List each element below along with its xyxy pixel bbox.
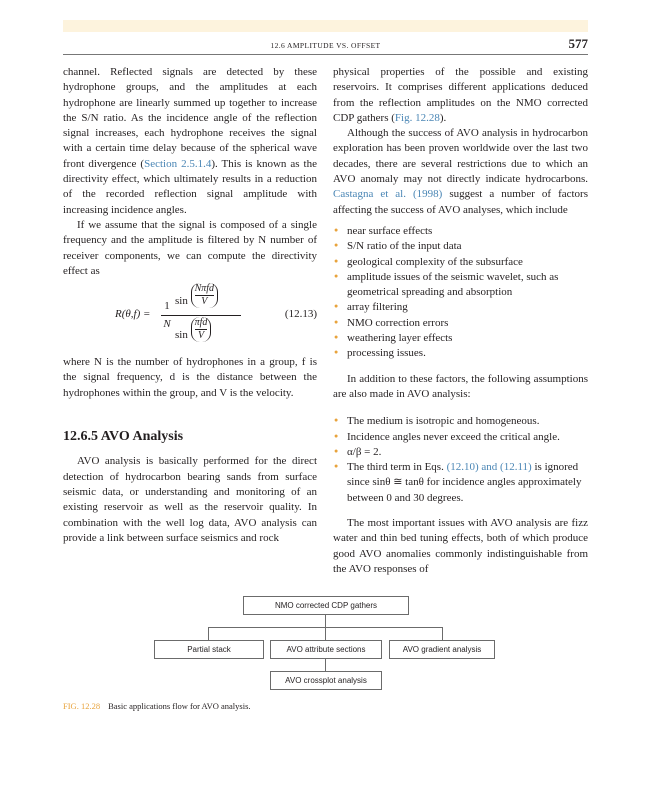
list-item: ● geological complexity of the subsurface <box>333 255 588 270</box>
section-heading: 12.6.5 AVO Analysis <box>63 429 184 445</box>
connector <box>208 627 209 640</box>
list-item: ● array filtering <box>333 300 588 315</box>
running-head: 12.6 AMPLITUDE VS. OFFSET <box>270 41 381 50</box>
list-item: ● The third term in Eqs. (12.10) and (12.11) is ignored since sinθ ≅ tanθ for incidence angles approximately between 0 and 30 degrees. <box>333 460 588 506</box>
figure-link[interactable]: Fig. 12.28 <box>394 111 440 124</box>
list-item: ● The medium is isotropic and homogeneous. <box>333 414 588 429</box>
list-item: ● α/β = 2. <box>333 445 588 460</box>
connector <box>442 627 443 640</box>
left-column <box>63 65 317 546</box>
list-item: ● processing issues. <box>333 346 588 361</box>
list-item: ● NMO correction errors <box>333 316 588 331</box>
paragraph: In addition to these factors, the following assumptions are also made in AVO analysis: <box>333 372 588 400</box>
list-item: ● amplitude issues of the seismic wavelet, such as geometrical spreading and absorption <box>333 270 588 301</box>
header-rule <box>63 54 588 55</box>
box-partial-stack: Partial stack <box>154 640 264 659</box>
figure-caption: FIG. 12.28 Basic applications flow for AVO analysis. <box>63 701 251 711</box>
box-crossplot-analysis: AVO crossplot analysis <box>270 671 382 690</box>
equation-lhs: R(θ,f) = <box>115 308 151 321</box>
page-number: 577 <box>568 36 588 51</box>
connector <box>325 627 326 640</box>
paragraph: physical properties of the possible and existing reservoirs. It comprises different applications deduced from the reflection amplitudes on the NMO corrected CDP gathers (Fig. 12.28). <box>333 66 588 124</box>
right-column <box>333 65 588 577</box>
paragraph: The most important issues with AVO analysis are fizz water and thin bed tuning effects, both of which produce good AVO anomalies commonly indistinguishable from the AVO responses of <box>333 517 588 575</box>
avo-flow-diagram <box>0 590 648 700</box>
equation-denominator: sin πfd V <box>175 317 211 343</box>
list-item: ● weathering layer effects <box>333 331 588 346</box>
paragraph: Although the success of AVO analysis in hydrocarbon exploration has been proven worldwide over the last two decades, there are several restrictions due to which an AVO anomaly may not directly indicate hydrocarbons. Castagna et al. (1998) suggest a number of factors affecting the success of AVO analyses, which include <box>333 127 588 216</box>
header-band <box>63 20 588 32</box>
fraction-bar <box>171 315 241 316</box>
paragraph: If we assume that the signal is composed of a single frequency and the amplitude is filtered by N number of receiver components, we can compute the directivity effect as <box>63 218 317 277</box>
equation-link[interactable]: (12.10) and (12.11) <box>446 461 532 474</box>
equation-12-13 <box>63 285 317 351</box>
connector <box>325 659 326 671</box>
assumptions-list <box>333 414 588 506</box>
box-attribute-sections: AVO attribute sections <box>270 640 382 659</box>
box-gradient-analysis: AVO gradient analysis <box>389 640 495 659</box>
box-nmo-gathers: NMO corrected CDP gathers <box>243 596 409 615</box>
list-item: ● near surface effects <box>333 224 588 239</box>
connector <box>325 615 326 627</box>
equation-number: (12.13) <box>284 308 317 321</box>
citation-link[interactable]: Castagna et al. (1998) <box>333 188 443 201</box>
equation-prefactor: 1 N <box>161 299 173 333</box>
factors-list <box>333 224 588 362</box>
list-item: ● Incidence angles never exceed the critical angle. <box>333 430 588 445</box>
equation-numerator: sin Nπfd V <box>175 283 218 309</box>
section-link[interactable]: Section 2.5.1.4 <box>144 157 212 170</box>
paragraph: where N is the number of hydrophones in a group, f is the signal frequency, d is the distance between the hydrophones within the group, and V is the velocity. <box>63 356 317 399</box>
figure-label: FIG. 12.28 <box>63 701 101 711</box>
paragraph: AVO analysis is basically performed for the direct detection of hydrocarbon bearing sands from surface seismic data, or understanding and monitoring of an existing reservoir as well as the reservoir quality. In combination with the well log data, AVO analysis can provide a link between surface seismics and rock <box>63 455 317 544</box>
paragraph: channel. Reflected signals are detected by these hydrophone groups, and the amplitudes at each hydrophone are linearly summed up together to increase the S/N ratio. As the incidence angle of the reflection signal increases, each hydrophone receives the signal with a certain time delay because of the spherical wave front divergence (Section 2.5.1.4). This is known as the directivity effect, which ultimately results in a reduction of the recorded reflection signal amplitude with increasing incidence angles. <box>63 66 317 216</box>
list-item: ● S/N ratio of the input data <box>333 239 588 254</box>
